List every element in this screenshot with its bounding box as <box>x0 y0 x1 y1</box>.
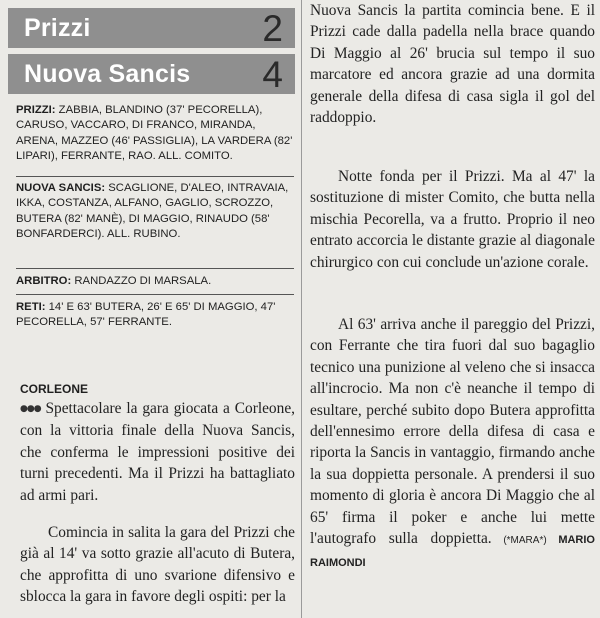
article-paragraph-2: Notte fonda per il Prizzi. Ma al 47' la sostituzione di mister Comito, che butta nella mischia Pecorella, va a frutto. Proprio il neo entrato accorcia le distante grazie al diagonale chirurgico con cui conclude un'azione corale. <box>310 168 595 271</box>
home-team-score-bar <box>8 8 295 48</box>
article-paragraph-3-text: Al 63' arriva anche il pareggio del Prizzi, con Ferrante che tira fuori dal suo bagaglio tecnico una punizione al veleno che si insacca all'incrocio. Ma non c'è neanche il tempo di esultare, perché subito dopo Butera approfitta dell'ennesimo errore della difesa di casa e riporta la Sancis in vantaggio, firmando anche la sua doppietta personale. A prendersi il suo momento di gloria è ancora Di Maggio che al 65' firma il poker e anche lui mette l'autografo sulla doppietta. <box>310 316 595 548</box>
away-lineup-label: NUOVA SANCIS: <box>16 182 106 194</box>
home-lineup <box>16 103 296 165</box>
goals-text: 14' E 63' BUTERA, 26' E 65' DI MAGGIO, 47' PECORELLA, 57' FERRANTE. <box>16 301 276 329</box>
signature-tag: (*MARA*) <box>491 535 559 547</box>
home-team-score: 2 <box>262 7 283 49</box>
referee-text: RANDAZZO DI MARSALA. <box>71 275 212 287</box>
divider <box>16 268 294 269</box>
signature-author: MARIO RAIMONDI <box>310 534 595 570</box>
column-divider <box>301 0 302 618</box>
home-lineup-label: PRIZZI: <box>16 104 56 116</box>
home-team-name: Prizzi <box>24 13 91 42</box>
away-lineup <box>16 181 296 243</box>
away-team-score-bar <box>8 54 295 94</box>
away-team-score: 4 <box>262 53 283 95</box>
divider <box>16 176 294 177</box>
referee-line <box>16 274 296 289</box>
goals-label: RETI: <box>16 301 46 313</box>
home-lineup-text: ZABBIA, BLANDINO (37' PECORELLA), CARUSO, VACCARO, DI FRANCO, MIRANDA, ARENA, MAZZEO (46' PASSIGLIA), LA VARDERA (82' LIPARI), FERRANTE, RAO. ALL. COMITO. <box>16 104 293 163</box>
article-dateline: CORLEONE <box>20 382 89 396</box>
article-paragraph-1: Comincia in salita la gara del Prizzi che già al 14' va sotto grazie all'acuto di Butera, che approfitta di uno svarione difensivo e sblocca la gara in favore degli ospiti: per la <box>20 524 295 606</box>
article-lead <box>20 398 295 506</box>
referee-label: ARBITRO: <box>16 275 72 287</box>
away-team-name: Nuova Sancis <box>24 59 191 88</box>
divider <box>16 294 294 295</box>
bullet-dots-icon: ●●● <box>20 404 41 414</box>
paragraph-1-continuation-spacer: Nuova Sancis la partita comincia bene. E il Prizzi cade dalla padella nella brace quando Di Maggio al 26' brucia sul tempo il suo marcatore ed ancora grazie ad una dormita generale della difesa di casa sigla il gol del raddoppio. <box>310 2 595 127</box>
goals-line <box>16 300 296 331</box>
article-paragraph-3 <box>310 314 595 575</box>
article-lead-text: Spettacolare la gara giocata a Corleone, con la vittoria finale della Nuova Sancis, che conferma le impressioni positive dei turni precedenti. Ma il Prizzi ha battagliato ad armi pari. <box>20 400 295 504</box>
away-lineup-text: SCAGLIONE, D'ALEO, INTRAVAIA, IKKA, COSTANZA, ALFANO, GAGLIO, SCROZZO, BUTERA (82' MANÈ), DI MAGGIO, RINAUDO (58' BONFARDERCI). ALL. RUBINO. <box>16 182 289 241</box>
